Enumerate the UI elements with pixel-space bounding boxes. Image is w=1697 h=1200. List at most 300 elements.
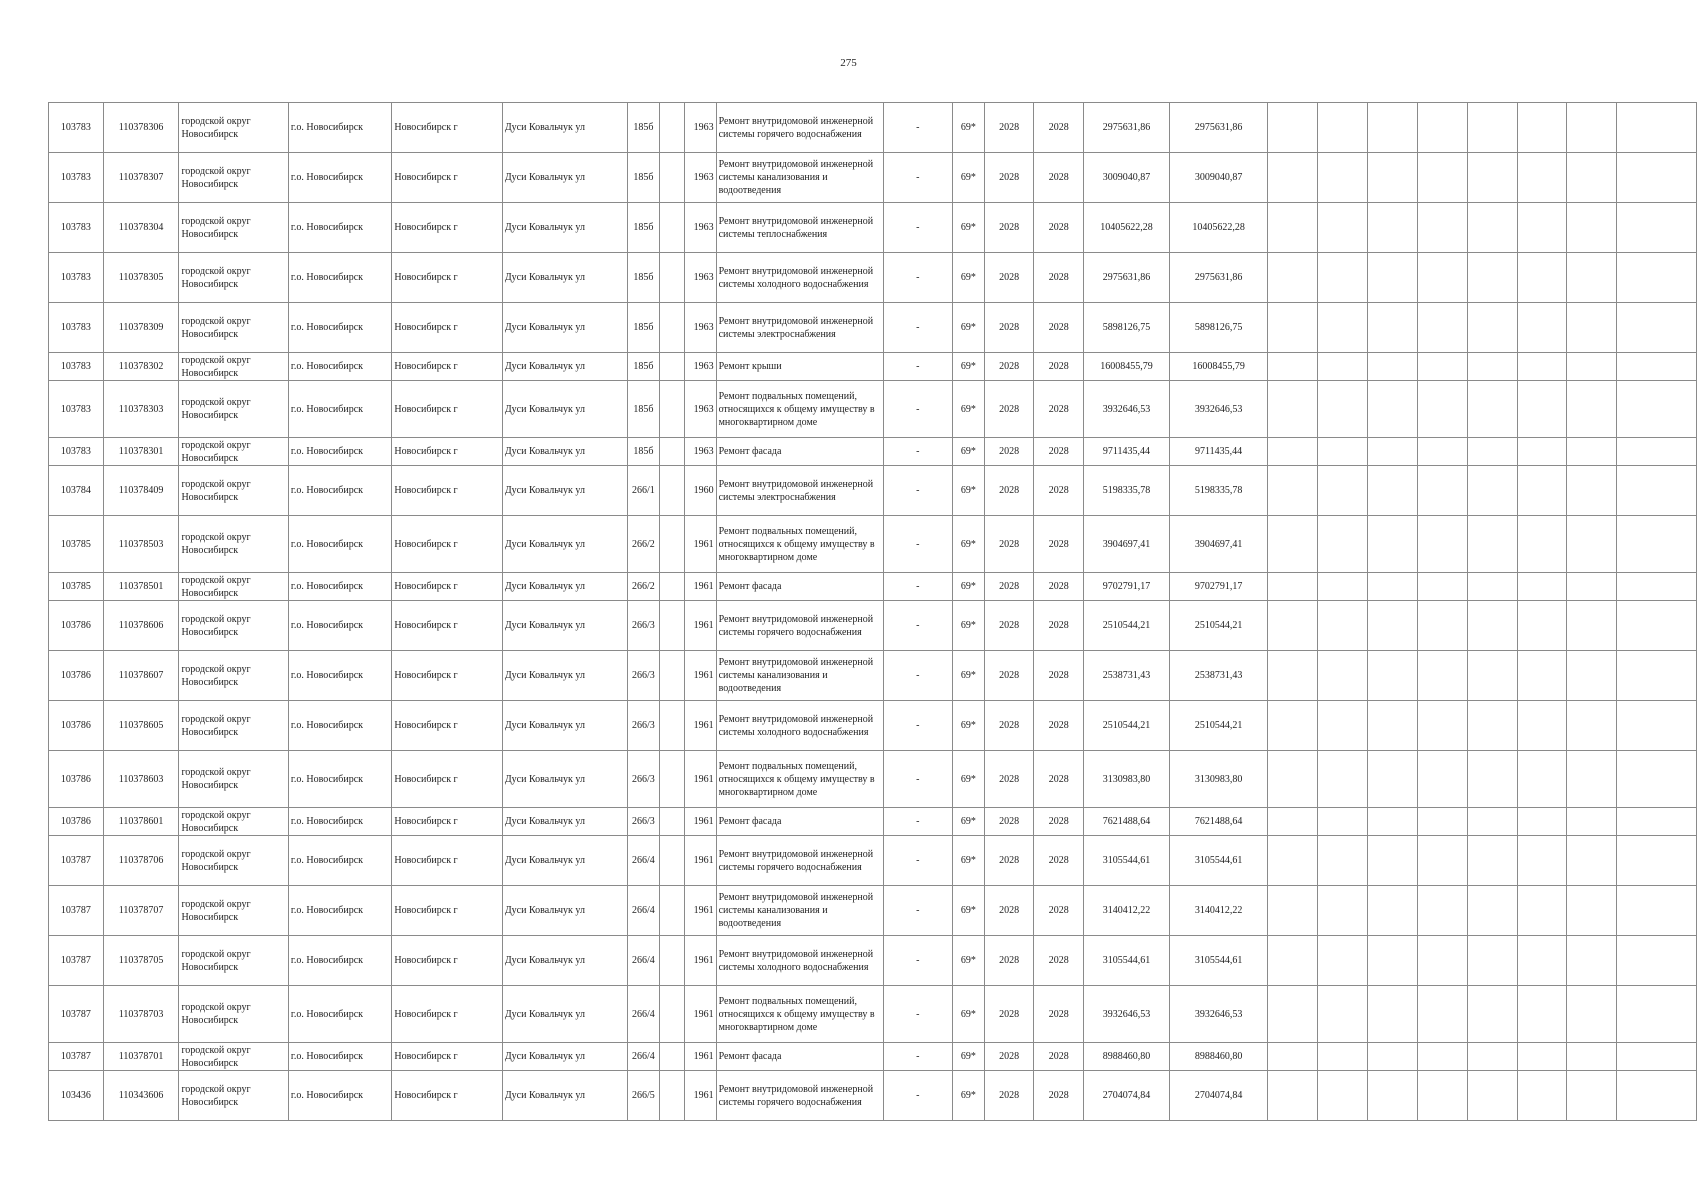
table-row <box>49 601 1697 651</box>
empty-cell <box>1517 836 1566 886</box>
empty-cell <box>659 573 684 601</box>
street-cell: Дуси Ковальчук ул <box>502 381 627 438</box>
object-id-cell: 103784 <box>49 466 104 516</box>
plan-year-cell: 2028 <box>1034 353 1084 381</box>
work-code-cell: 110378307 <box>103 153 179 203</box>
empty-cell <box>1417 253 1467 303</box>
empty-cell <box>1317 701 1367 751</box>
build-year-cell: 1960 <box>684 466 716 516</box>
empty-cell <box>1517 516 1566 573</box>
empty-cell <box>1417 651 1467 701</box>
build-year-cell: 1963 <box>684 438 716 466</box>
total-cost-cell: 3105544,61 <box>1169 836 1268 886</box>
house-number-cell: 266/4 <box>627 836 659 886</box>
object-id-cell: 103783 <box>49 203 104 253</box>
cost-cell: 3105544,61 <box>1084 836 1170 886</box>
empty-cell <box>1268 103 1317 153</box>
empty-cell <box>1567 701 1616 751</box>
plan-year-cell: 2028 <box>1034 203 1084 253</box>
empty-cell <box>1468 303 1517 353</box>
empty-cell <box>1368 203 1417 253</box>
empty-cell <box>1317 886 1367 936</box>
empty-cell <box>1517 381 1566 438</box>
municipality-cell: г.о. Новосибирск <box>288 836 392 886</box>
dash-cell: - <box>883 516 952 573</box>
build-year-cell: 1963 <box>684 153 716 203</box>
street-cell: Дуси Ковальчук ул <box>502 516 627 573</box>
municipality-cell: г.о. Новосибирск <box>288 701 392 751</box>
work-type-cell: Ремонт фасада <box>716 1043 883 1071</box>
cost-cell: 2510544,21 <box>1084 601 1170 651</box>
city-cell: Новосибирск г <box>392 516 502 573</box>
empty-cell <box>1268 466 1317 516</box>
empty-cell <box>1317 438 1367 466</box>
empty-cell <box>1417 601 1467 651</box>
plan-year-cell: 2028 <box>1034 751 1084 808</box>
total-cost-cell: 3932646,53 <box>1169 986 1268 1043</box>
empty-cell <box>1368 836 1417 886</box>
empty-cell <box>659 381 684 438</box>
empty-cell <box>1567 1071 1616 1121</box>
municipality-cell: г.о. Новосибирск <box>288 516 392 573</box>
table-row <box>49 203 1697 253</box>
empty-cell <box>1417 381 1467 438</box>
empty-cell <box>1616 1071 1696 1121</box>
total-cost-cell: 2975631,86 <box>1169 103 1268 153</box>
empty-cell <box>1417 886 1467 936</box>
house-number-cell: 185б <box>627 381 659 438</box>
empty-cell <box>1317 466 1367 516</box>
cost-cell: 2538731,43 <box>1084 651 1170 701</box>
empty-cell <box>1317 516 1367 573</box>
build-year-cell: 1961 <box>684 836 716 886</box>
empty-cell <box>1567 836 1616 886</box>
street-cell: Дуси Ковальчук ул <box>502 253 627 303</box>
empty-cell <box>1616 516 1696 573</box>
empty-cell <box>1517 936 1566 986</box>
plan-year-cell: 2028 <box>984 751 1034 808</box>
empty-cell <box>1468 751 1517 808</box>
plan-year-cell: 2028 <box>1034 573 1084 601</box>
cost-cell: 2975631,86 <box>1084 103 1170 153</box>
house-number-cell: 266/2 <box>627 573 659 601</box>
empty-cell <box>1567 936 1616 986</box>
empty-cell <box>1417 751 1467 808</box>
house-number-cell: 266/4 <box>627 1043 659 1071</box>
district-cell: городской округ Новосибирск <box>179 836 288 886</box>
house-number-cell: 266/4 <box>627 986 659 1043</box>
empty-cell <box>1368 438 1417 466</box>
build-year-cell: 1961 <box>684 601 716 651</box>
plan-year-cell: 2028 <box>1034 651 1084 701</box>
municipality-cell: г.о. Новосибирск <box>288 936 392 986</box>
plan-year-cell: 2028 <box>984 253 1034 303</box>
house-number-cell: 266/3 <box>627 701 659 751</box>
build-year-cell: 1963 <box>684 381 716 438</box>
plan-year-cell: 2028 <box>984 986 1034 1043</box>
empty-cell <box>1567 573 1616 601</box>
empty-cell <box>1368 103 1417 153</box>
dash-cell: - <box>883 438 952 466</box>
plan-year-cell: 2028 <box>1034 808 1084 836</box>
municipality-cell: г.о. Новосибирск <box>288 153 392 203</box>
empty-cell <box>1616 651 1696 701</box>
city-cell: Новосибирск г <box>392 253 502 303</box>
empty-cell <box>1517 1071 1566 1121</box>
empty-cell <box>1368 936 1417 986</box>
empty-cell <box>1468 1043 1517 1071</box>
municipality-cell: г.о. Новосибирск <box>288 808 392 836</box>
total-cost-cell: 3105544,61 <box>1169 936 1268 986</box>
term-cell: 69* <box>952 203 984 253</box>
build-year-cell: 1963 <box>684 253 716 303</box>
district-cell: городской округ Новосибирск <box>179 203 288 253</box>
street-cell: Дуси Ковальчук ул <box>502 986 627 1043</box>
empty-cell <box>1616 103 1696 153</box>
city-cell: Новосибирск г <box>392 466 502 516</box>
term-cell: 69* <box>952 516 984 573</box>
street-cell: Дуси Ковальчук ул <box>502 936 627 986</box>
total-cost-cell: 16008455,79 <box>1169 353 1268 381</box>
term-cell: 69* <box>952 701 984 751</box>
empty-cell <box>659 438 684 466</box>
table-row <box>49 701 1697 751</box>
dash-cell: - <box>883 836 952 886</box>
term-cell: 69* <box>952 353 984 381</box>
empty-cell <box>1517 651 1566 701</box>
plan-year-cell: 2028 <box>984 836 1034 886</box>
municipality-cell: г.о. Новосибирск <box>288 381 392 438</box>
repair-register-table <box>48 102 1697 1121</box>
empty-cell <box>1317 203 1367 253</box>
empty-cell <box>1567 438 1616 466</box>
street-cell: Дуси Ковальчук ул <box>502 1043 627 1071</box>
build-year-cell: 1961 <box>684 986 716 1043</box>
house-number-cell: 185б <box>627 153 659 203</box>
cost-cell: 3932646,53 <box>1084 381 1170 438</box>
city-cell: Новосибирск г <box>392 438 502 466</box>
district-cell: городской округ Новосибирск <box>179 573 288 601</box>
empty-cell <box>1268 808 1317 836</box>
empty-cell <box>1268 253 1317 303</box>
empty-cell <box>1616 573 1696 601</box>
cost-cell: 3904697,41 <box>1084 516 1170 573</box>
empty-cell <box>1368 353 1417 381</box>
district-cell: городской округ Новосибирск <box>179 936 288 986</box>
empty-cell <box>1368 516 1417 573</box>
empty-cell <box>659 886 684 936</box>
table-row <box>49 466 1697 516</box>
empty-cell <box>1268 836 1317 886</box>
dash-cell: - <box>883 1043 952 1071</box>
empty-cell <box>659 986 684 1043</box>
empty-cell <box>1317 651 1367 701</box>
city-cell: Новосибирск г <box>392 153 502 203</box>
work-type-cell: Ремонт внутридомовой инженерной системы электроснабжения <box>716 466 883 516</box>
house-number-cell: 266/1 <box>627 466 659 516</box>
table-row <box>49 516 1697 573</box>
street-cell: Дуси Ковальчук ул <box>502 651 627 701</box>
empty-cell <box>1567 303 1616 353</box>
table-row <box>49 438 1697 466</box>
house-number-cell: 266/3 <box>627 601 659 651</box>
empty-cell <box>1517 751 1566 808</box>
plan-year-cell: 2028 <box>1034 103 1084 153</box>
empty-cell <box>1567 808 1616 836</box>
plan-year-cell: 2028 <box>1034 153 1084 203</box>
work-code-cell: 110378701 <box>103 1043 179 1071</box>
cost-cell: 7621488,64 <box>1084 808 1170 836</box>
work-code-cell: 110378301 <box>103 438 179 466</box>
term-cell: 69* <box>952 573 984 601</box>
build-year-cell: 1961 <box>684 1043 716 1071</box>
plan-year-cell: 2028 <box>984 1043 1034 1071</box>
empty-cell <box>1268 573 1317 601</box>
dash-cell: - <box>883 986 952 1043</box>
work-type-cell: Ремонт внутридомовой инженерной системы канализования и водоотведения <box>716 886 883 936</box>
term-cell: 69* <box>952 303 984 353</box>
empty-cell <box>1317 253 1367 303</box>
table-row <box>49 1043 1697 1071</box>
empty-cell <box>1268 701 1317 751</box>
empty-cell <box>1517 253 1566 303</box>
municipality-cell: г.о. Новосибирск <box>288 438 392 466</box>
empty-cell <box>1567 516 1616 573</box>
empty-cell <box>1616 808 1696 836</box>
build-year-cell: 1961 <box>684 516 716 573</box>
empty-cell <box>1368 751 1417 808</box>
street-cell: Дуси Ковальчук ул <box>502 751 627 808</box>
empty-cell <box>1567 103 1616 153</box>
district-cell: городской округ Новосибирск <box>179 516 288 573</box>
empty-cell <box>1268 303 1317 353</box>
cost-cell: 9702791,17 <box>1084 573 1170 601</box>
empty-cell <box>1517 203 1566 253</box>
work-type-cell: Ремонт внутридомовой инженерной системы горячего водоснабжения <box>716 601 883 651</box>
work-type-cell: Ремонт крыши <box>716 353 883 381</box>
street-cell: Дуси Ковальчук ул <box>502 808 627 836</box>
empty-cell <box>1517 808 1566 836</box>
work-code-cell: 110378605 <box>103 701 179 751</box>
empty-cell <box>1368 1071 1417 1121</box>
empty-cell <box>1417 573 1467 601</box>
plan-year-cell: 2028 <box>1034 701 1084 751</box>
district-cell: городской округ Новосибирск <box>179 651 288 701</box>
plan-year-cell: 2028 <box>984 103 1034 153</box>
dash-cell: - <box>883 936 952 986</box>
empty-cell <box>659 701 684 751</box>
work-type-cell: Ремонт подвальных помещений, относящихся к общему имуществу в многоквартирном доме <box>716 381 883 438</box>
cost-cell: 3932646,53 <box>1084 986 1170 1043</box>
empty-cell <box>1417 516 1467 573</box>
empty-cell <box>659 936 684 986</box>
table-row <box>49 808 1697 836</box>
work-code-cell: 110378706 <box>103 836 179 886</box>
build-year-cell: 1961 <box>684 886 716 936</box>
empty-cell <box>1368 253 1417 303</box>
municipality-cell: г.о. Новосибирск <box>288 303 392 353</box>
street-cell: Дуси Ковальчук ул <box>502 1071 627 1121</box>
dash-cell: - <box>883 253 952 303</box>
object-id-cell: 103786 <box>49 751 104 808</box>
street-cell: Дуси Ковальчук ул <box>502 601 627 651</box>
table-row <box>49 353 1697 381</box>
object-id-cell: 103785 <box>49 573 104 601</box>
city-cell: Новосибирск г <box>392 103 502 153</box>
plan-year-cell: 2028 <box>984 303 1034 353</box>
district-cell: городской округ Новосибирск <box>179 808 288 836</box>
dash-cell: - <box>883 751 952 808</box>
district-cell: городской округ Новосибирск <box>179 886 288 936</box>
plan-year-cell: 2028 <box>984 466 1034 516</box>
empty-cell <box>1368 466 1417 516</box>
empty-cell <box>1567 203 1616 253</box>
object-id-cell: 103786 <box>49 808 104 836</box>
build-year-cell: 1963 <box>684 303 716 353</box>
term-cell: 69* <box>952 1043 984 1071</box>
empty-cell <box>1567 886 1616 936</box>
page-number: 275 <box>840 57 857 69</box>
municipality-cell: г.о. Новосибирск <box>288 353 392 381</box>
empty-cell <box>1268 381 1317 438</box>
empty-cell <box>1417 1043 1467 1071</box>
empty-cell <box>1317 751 1367 808</box>
term-cell: 69* <box>952 986 984 1043</box>
work-type-cell: Ремонт фасада <box>716 573 883 601</box>
total-cost-cell: 9711435,44 <box>1169 438 1268 466</box>
term-cell: 69* <box>952 651 984 701</box>
empty-cell <box>659 203 684 253</box>
empty-cell <box>1368 701 1417 751</box>
work-type-cell: Ремонт внутридомовой инженерной системы холодного водоснабжения <box>716 701 883 751</box>
district-cell: городской округ Новосибирск <box>179 381 288 438</box>
city-cell: Новосибирск г <box>392 836 502 886</box>
empty-cell <box>1268 651 1317 701</box>
object-id-cell: 103787 <box>49 836 104 886</box>
empty-cell <box>659 253 684 303</box>
empty-cell <box>1417 1071 1467 1121</box>
empty-cell <box>1268 438 1317 466</box>
cost-cell: 3140412,22 <box>1084 886 1170 936</box>
work-code-cell: 110378503 <box>103 516 179 573</box>
city-cell: Новосибирск г <box>392 573 502 601</box>
street-cell: Дуси Ковальчук ул <box>502 203 627 253</box>
cost-cell: 2975631,86 <box>1084 253 1170 303</box>
term-cell: 69* <box>952 466 984 516</box>
empty-cell <box>1468 601 1517 651</box>
work-code-cell: 110378305 <box>103 253 179 303</box>
cost-cell: 10405622,28 <box>1084 203 1170 253</box>
term-cell: 69* <box>952 836 984 886</box>
empty-cell <box>1616 601 1696 651</box>
empty-cell <box>1268 1071 1317 1121</box>
city-cell: Новосибирск г <box>392 1071 502 1121</box>
empty-cell <box>1417 353 1467 381</box>
empty-cell <box>1616 466 1696 516</box>
empty-cell <box>1517 573 1566 601</box>
object-id-cell: 103783 <box>49 103 104 153</box>
municipality-cell: г.о. Новосибирск <box>288 103 392 153</box>
empty-cell <box>1317 573 1367 601</box>
table-row <box>49 573 1697 601</box>
empty-cell <box>1268 516 1317 573</box>
empty-cell <box>1468 808 1517 836</box>
plan-year-cell: 2028 <box>984 516 1034 573</box>
object-id-cell: 103783 <box>49 153 104 203</box>
empty-cell <box>1368 303 1417 353</box>
empty-cell <box>1468 381 1517 438</box>
plan-year-cell: 2028 <box>1034 516 1084 573</box>
empty-cell <box>1268 353 1317 381</box>
work-type-cell: Ремонт внутридомовой инженерной системы канализования и водоотведения <box>716 651 883 701</box>
empty-cell <box>1368 808 1417 836</box>
empty-cell <box>1268 986 1317 1043</box>
cost-cell: 2704074,84 <box>1084 1071 1170 1121</box>
empty-cell <box>1317 153 1367 203</box>
municipality-cell: г.о. Новосибирск <box>288 203 392 253</box>
cost-cell: 3009040,87 <box>1084 153 1170 203</box>
municipality-cell: г.о. Новосибирск <box>288 751 392 808</box>
dash-cell: - <box>883 886 952 936</box>
dash-cell: - <box>883 651 952 701</box>
total-cost-cell: 2510544,21 <box>1169 701 1268 751</box>
city-cell: Новосибирск г <box>392 808 502 836</box>
empty-cell <box>1567 751 1616 808</box>
plan-year-cell: 2028 <box>984 353 1034 381</box>
work-code-cell: 110378306 <box>103 103 179 153</box>
work-type-cell: Ремонт внутридомовой инженерной системы канализования и водоотведения <box>716 153 883 203</box>
total-cost-cell: 9702791,17 <box>1169 573 1268 601</box>
cost-cell: 5198335,78 <box>1084 466 1170 516</box>
empty-cell <box>1417 153 1467 203</box>
house-number-cell: 185б <box>627 438 659 466</box>
empty-cell <box>659 808 684 836</box>
cost-cell: 3130983,80 <box>1084 751 1170 808</box>
city-cell: Новосибирск г <box>392 986 502 1043</box>
municipality-cell: г.о. Новосибирск <box>288 573 392 601</box>
table-row <box>49 886 1697 936</box>
term-cell: 69* <box>952 751 984 808</box>
empty-cell <box>1567 601 1616 651</box>
object-id-cell: 103436 <box>49 1071 104 1121</box>
municipality-cell: г.о. Новосибирск <box>288 1043 392 1071</box>
work-type-cell: Ремонт внутридомовой инженерной системы электроснабжения <box>716 303 883 353</box>
object-id-cell: 103785 <box>49 516 104 573</box>
cost-cell: 8988460,80 <box>1084 1043 1170 1071</box>
empty-cell <box>1368 651 1417 701</box>
dash-cell: - <box>883 466 952 516</box>
plan-year-cell: 2028 <box>1034 886 1084 936</box>
street-cell: Дуси Ковальчук ул <box>502 303 627 353</box>
dash-cell: - <box>883 701 952 751</box>
empty-cell <box>1468 701 1517 751</box>
table-row <box>49 303 1697 353</box>
empty-cell <box>1317 936 1367 986</box>
district-cell: городской округ Новосибирск <box>179 353 288 381</box>
total-cost-cell: 3904697,41 <box>1169 516 1268 573</box>
city-cell: Новосибирск г <box>392 303 502 353</box>
district-cell: городской округ Новосибирск <box>179 303 288 353</box>
municipality-cell: г.о. Новосибирск <box>288 253 392 303</box>
empty-cell <box>659 516 684 573</box>
district-cell: городской округ Новосибирск <box>179 601 288 651</box>
empty-cell <box>1468 253 1517 303</box>
work-code-cell: 110378603 <box>103 751 179 808</box>
total-cost-cell: 2510544,21 <box>1169 601 1268 651</box>
plan-year-cell: 2028 <box>984 153 1034 203</box>
district-cell: городской округ Новосибирск <box>179 1043 288 1071</box>
dash-cell: - <box>883 601 952 651</box>
